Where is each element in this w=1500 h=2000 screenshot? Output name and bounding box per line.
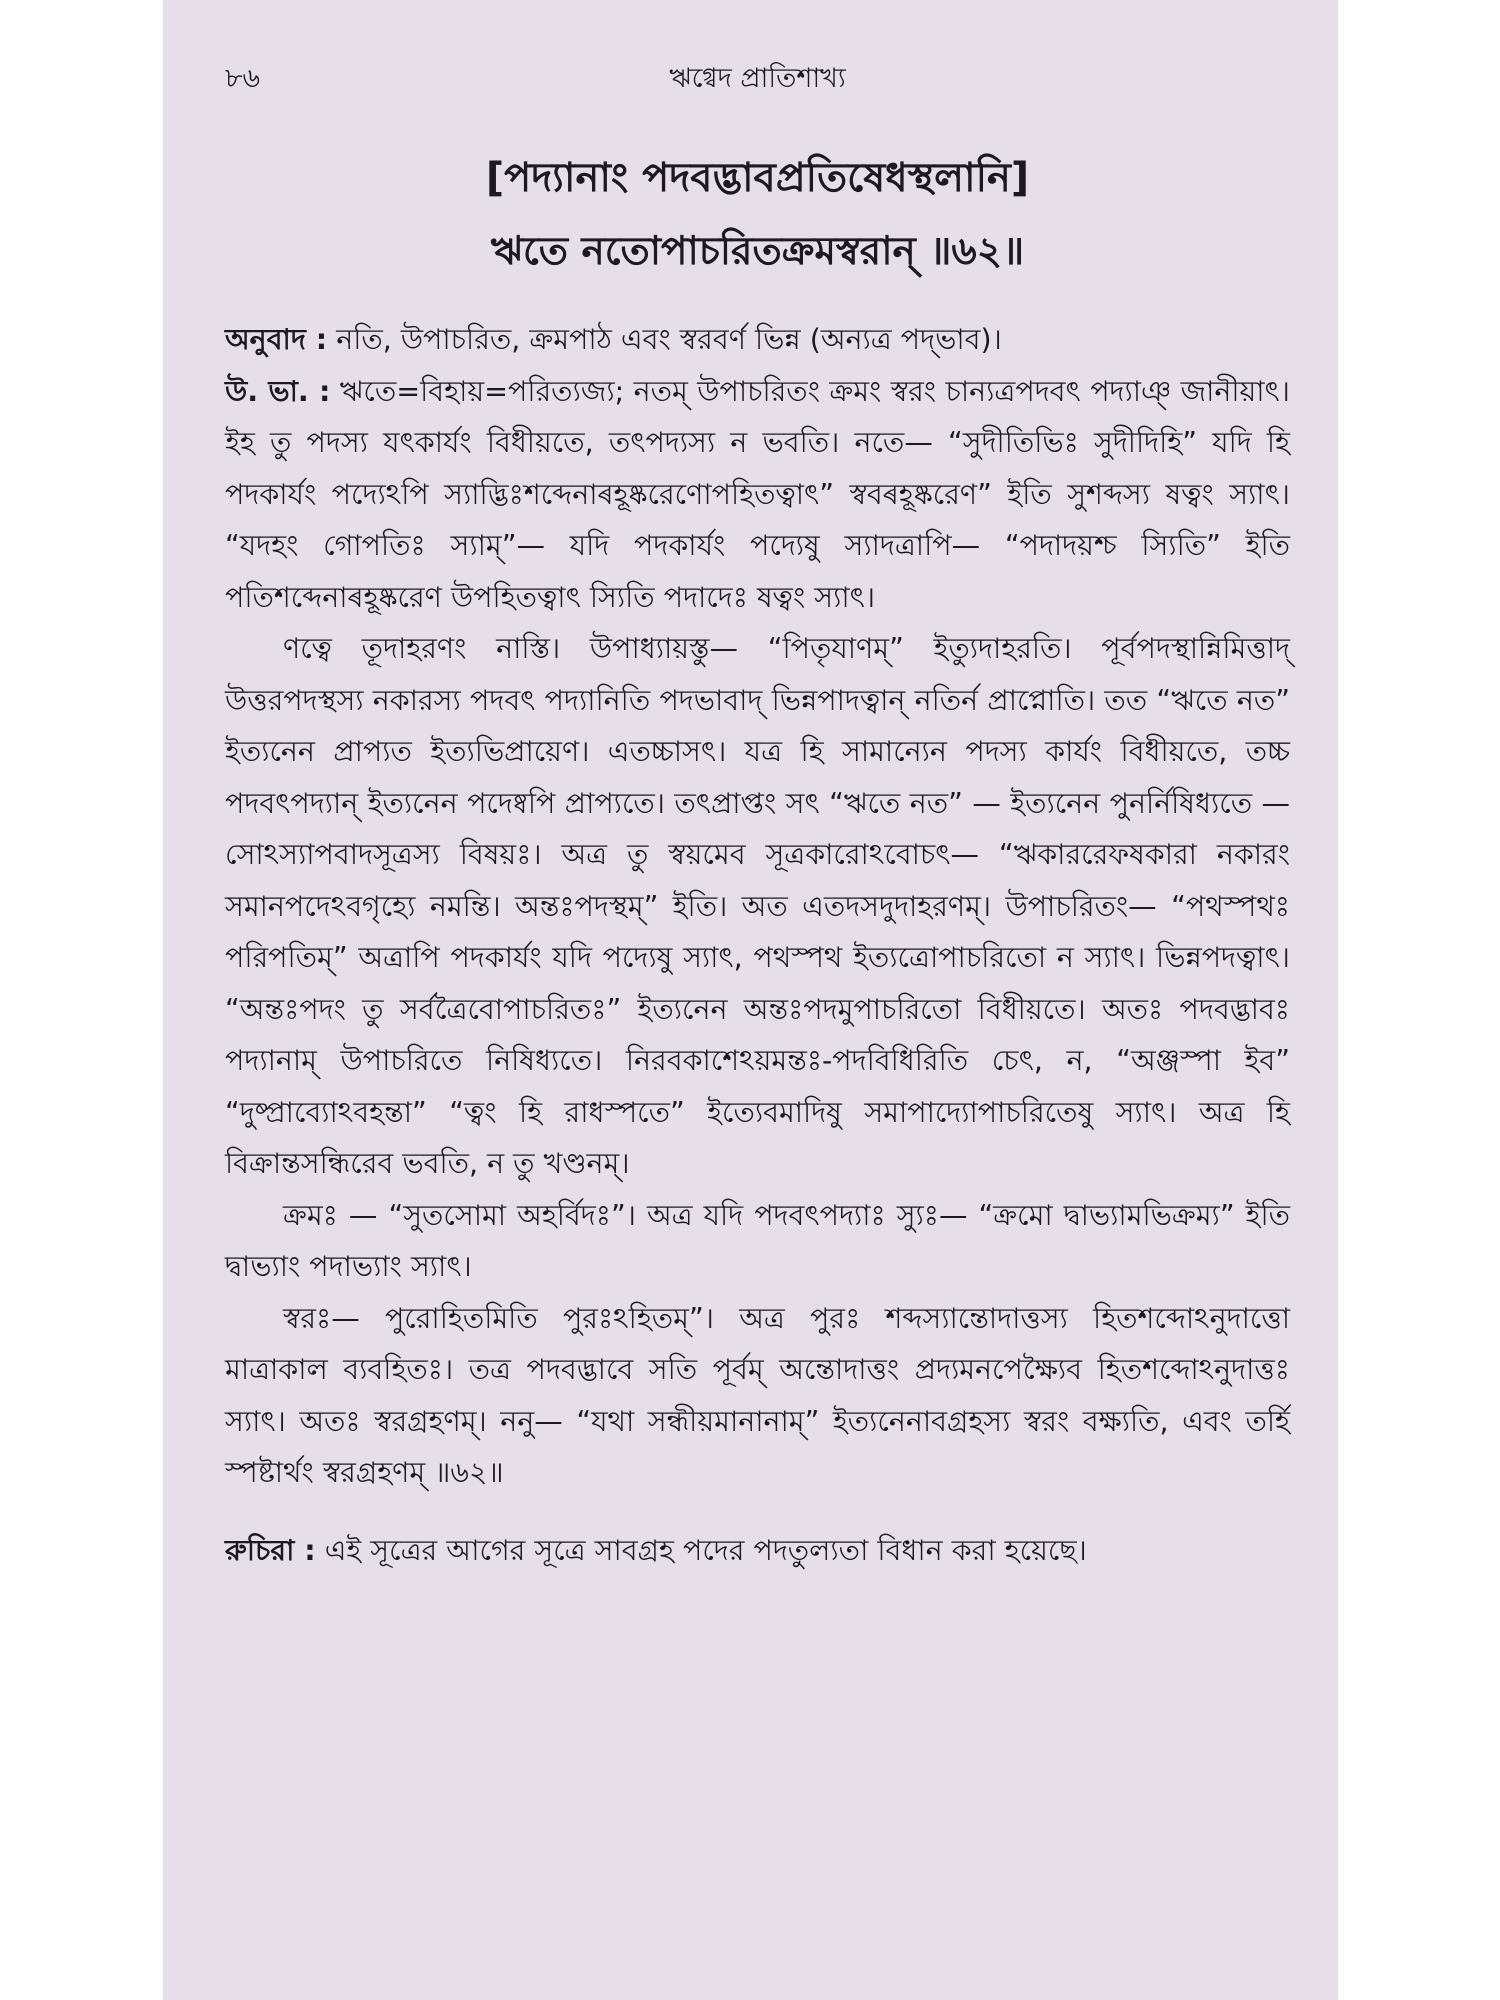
commentary-paragraph-1 (225, 366, 1290, 624)
section-heading: [পদ্যানাং পদবদ্ভাবপ্রতিষেধস্থলানি] (485, 155, 1030, 201)
commentary-paragraph-2: ণত্বে তূদাহরণং নাস্তি। উপাধ্যায়স্তু— “পিতৃযাণম্” ইত্যুদাহরতি। পূর্বপদস্থান্নিমিত্তাদ্ উত্তরপদস্থস্য নকারস্য পদবৎ পদ্যানিতি পদভাবাদ্ ভিন্নপাদত্বান্ নতির্ন প্রাপ্নোতি। তত “ঋতে নত” ইত্যনেন প্রাপ্যত ইত্যভিপ্রায়েণ। এতচ্চাসৎ। যত্র হি সামান্যেন পদস্য কার্যং বিধীয়তে, তচ্চ পদবৎপদ্যান্ ইত্যনেন পদেষ্বপি প্রাপ্যতে। তৎপ্রাপ্তং সৎ “ঋতে নত” — ইত্যনেন পুনর্নিষিধ্যতে — সোঽস্যাপবাদসূত্রস্য বিষয়ঃ। অত্র তু স্বয়মেব সূত্রকারোঽবোচৎ— “ঋকাররেফষকারা নকারং সমানপদেঽবগৃহ্যে নমন্তি। অন্তঃপদস্থম্” ইতি। অত এতদসদুদাহরণম্। উপাচরিতং— “পথস্পথঃ পরিপতিম্” অত্রাপি পদকার্যং যদি পদ্যেষু স্যাৎ, পথস্পথ ইত্যত্রোপাচরিতো ন স্যাৎ। ভিন্নপদত্বাৎ। “অন্তঃপদং তু সর্বত্রৈবোপাচরিতঃ” ইত্যনেন অন্তঃপদমুপাচরিতো বিধীয়তে। অতঃ পদবদ্ভাবঃ পদ্যানাম্ উপাচরিতে নিষিধ্যতে। নিরবকাশেঽয়মন্তঃ-পদবিধিরিতি চেৎ, ন, “অঞ্জস্পা ইব” “দুষ্প্রাব্যোঽবহন্তা” “ত্বং হি রাধস্পতে” ইত্যেবমাদিষু সমাপাদ্যোপাচরিতেষু স্যাৎ। অত্র হি বিক্রান্তসন্ধিরেব ভবতি, ন তু খণ্ডনম্। (225, 632, 1290, 1180)
running-title: ঋগ্বেদ প্রাতিশাখ্য (669, 63, 846, 94)
page-header (225, 58, 1290, 98)
sutra-text: ঋতে নতোপাচরিতক্রমস্বরান্ ॥৬২॥ (490, 229, 1025, 274)
commentary-text-1: ঋতে=বিহায়=পরিত্যজ্য; নতম্ উপাচরিতং ক্রমং স্বরং চান্যত্রপদবৎ পদ্যাঞ্ জানীয়াৎ। ইহ তু পদস্য যৎকার্যং বিধীয়তে, তৎপদ্যস্য ন ভবতি। নতে— “সুদীতিভিঃ সুদীদিহি” যদি হি পদকার্যং পদ্যেঽপি স্যাদ্ভিঃশব্দেনাৰহূষ্করেণোপহিতত্বাৎ” স্ববৰহূষ্করেণ” ইতি সুশব্দস্য ষত্বং স্যাৎ। “যদহং গোপতিঃ স্যাম্”— যদি পদকার্যং পদ্যেষু স্যাদত্রাপি— “পদাদয়শ্চ স্যিতি” ইতি পতিশব্দেনাৰহূষ্করেণ উপহিতত্বাৎ স্যিতি পদাদেঃ ষত্বং স্যাৎ। (225, 374, 1290, 614)
commentary-paragraph-4: স্বরঃ— পুরোহিতমিতি পুরঃঽহিতম্”। অত্র পুরঃ শব্দস্যান্তোদাত্তস্য হিতশব্দোঽনুদাত্তো মাত্রাকাল ব্যবহিতঃ। তত্র পদবদ্ভাবে সতি পূর্বম্ অন্তোদাত্তং প্রদ্যমনপেক্ষ্যৈব হিতশব্দোঽনুদাত্তঃ স্যাৎ। অতঃ স্বরগ্রহণম্। ননু— “যথা সন্ধীয়মানানাম্” ইত্যনেনাবগ্রহস্য স্বরং বক্ষ্যতি, এবং তর্হি স্পষ্টার্থং স্বরগ্রহণম্ ॥৬২॥ (225, 1301, 1290, 1489)
ruchira-paragraph (225, 1525, 1290, 1577)
page-number: ৮৬ (225, 63, 261, 94)
page-body (225, 150, 1290, 1576)
ruchira-text: এই সূত্রের আগের সূত্রে সাবগ্রহ পদের পদতুল্যতা বিধান করা হয়েছে। (324, 1533, 1087, 1567)
ruchira-label: রুচিরা : (225, 1533, 316, 1567)
translation-label: অনুবাদ : (225, 323, 328, 356)
translation-paragraph (225, 314, 1290, 366)
translation-text: নতি, উপাচরিত, ক্রমপাঠ এবং স্বরবর্ণ ভিন্ন (অন্যত্র পদ্‌ভাব)। (336, 323, 1002, 356)
commentary-paragraph-3: ক্রমঃ — “সুতসোমা অহর্বিদঃ”। অত্র যদি পদবৎপদ্যাঃ স্যুঃ— “ক্রমো দ্বাভ্যামভিক্রম্য” ইতি দ্বাভ্যাং পদাভ্যাং স্যাৎ। (225, 1198, 1290, 1283)
commentary-label: উ. ভা. : (225, 374, 331, 408)
book-page (163, 0, 1338, 2000)
